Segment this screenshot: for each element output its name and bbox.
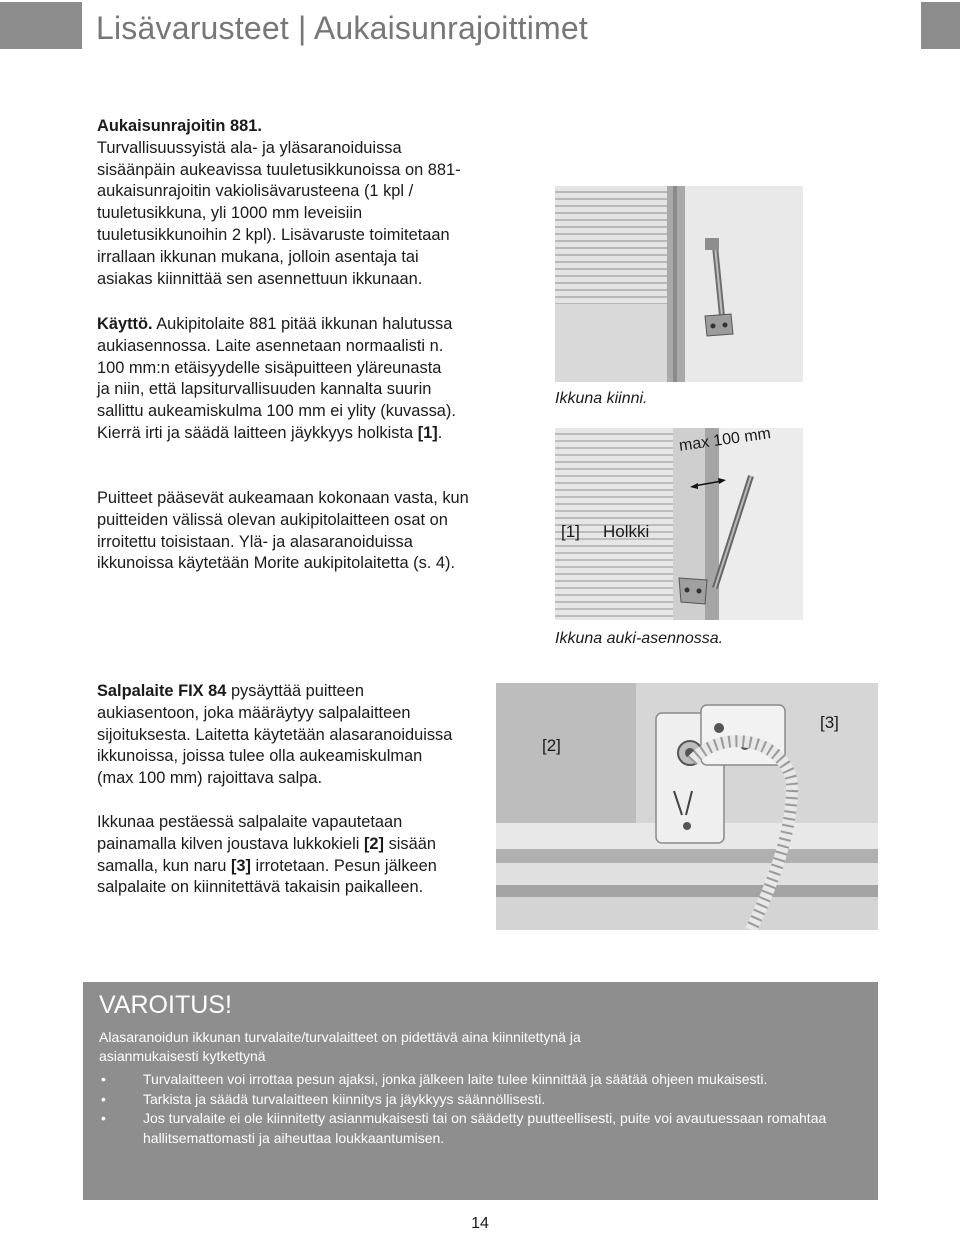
section-heading: Aukaisunrajoitin 881. <box>97 117 262 135</box>
label-max-opening: max 100 mm <box>678 425 772 455</box>
warning-item <box>99 1109 869 1148</box>
warning-intro: Alasaranoidun ikkunan turvalaite/turvalaitteet on pidettävä aina kiinnitettynä ja asianmukaisesti kytkettynä <box>99 1029 581 1064</box>
warning-title: VAROITUS! <box>99 991 232 1019</box>
section-body: Turvallisuussyistä ala- ja yläsaranoiduissa sisäänpäin aukeavissa tuuletusikkunoissa on 881-aukaisunrajoitin vakiolisävarusteena (1 kpl / tuuletusikkuna, yli 1000 mm leveisiin tuuletusikkunoihin 2 kpl). Lisävaruste toimitetaan irrallaan ikkunan mukana, jolloin asentaja tai asiakas kiinnittää sen asennettuun ikkunaan. <box>97 138 461 288</box>
warning-item <box>99 1090 869 1110</box>
section-body: pysäyttää puitteen aukiasentoon, joka määräytyy salpalaitteen sijoituksesta. Laitetta käytetään alasaranoiduissa ikkunoissa, joissa tulee olla aukeamiskulman (max 100 mm) rajoittava salpa. <box>97 682 453 788</box>
warning-item-text: Jos turvalaite ei ole kiinnitetty asianmukaisesti tai on säädetty puutteellisesti, puite voi avautuessaan romahtaa hallitsemattomasti ja aiheuttaa loukkaantumisen. <box>143 1110 827 1146</box>
warning-item <box>99 1070 869 1090</box>
section-body: Ikkunaa pestäessä salpalaite vapautetaan painamalla kilven joustava lukkokieli <box>97 813 403 853</box>
warning-item-text: Tarkista ja säädä turvalaitteen kiinnitys ja jäykkyys säännöllisesti. <box>143 1090 546 1107</box>
page-number: 14 <box>471 1215 489 1232</box>
page-title: Lisävarusteet | Aukaisunrajoittimet <box>96 10 588 46</box>
section-body: Aukipitolaite 881 pitää ikkunan halutussa aukiasennossa. Laite asennetaan normaalisti n. 100 mm:n etäisyydelle sisäpuitteen yläreunasta ja niin, että lapsiturvallisuuden kannalta suurin sallittu aukeamiskulma 100 mm ei ylity (kuvassa). Kierrä irti ja säädä laitteen jäykkyys holkista <box>97 315 456 442</box>
warning-item-text: Turvalaitteen voi irrottaa pesun ajaksi, jonka jälkeen laite tulee kiinnittää ja säätää ohjeen mukaisesti. <box>143 1071 768 1087</box>
header-block-left <box>0 2 82 49</box>
caption-window-closed: Ikkuna kiinni. <box>555 390 648 407</box>
label-ref-2: [2] <box>542 736 561 755</box>
warning-list <box>99 1070 869 1148</box>
section-heading: Käyttö. <box>97 315 153 333</box>
bullet-icon: • <box>101 1090 106 1107</box>
section-body: irrotetaan. Pesun jälkeen salpalaite on kiinnitettävä takaisin paikalleen. <box>97 856 437 897</box>
section-body: Puitteet pääsevät aukeamaan kokonaan vasta, kun puitteiden välissä olevan aukipitolaitteen osat on irroitettu toisistaan. Ylä- ja alasaranoiduissa ikkunoissa käytetään Morite aukipitolaitetta (s. 4). <box>97 489 469 573</box>
section-aukaisunrajoitin <box>97 116 477 290</box>
section-salpalaite <box>97 681 457 790</box>
photo-window-closed <box>555 186 803 382</box>
warning-box <box>83 982 878 1200</box>
section-pesu <box>97 812 477 899</box>
reference-1: [1] <box>417 423 438 442</box>
section-kaytto <box>97 314 457 445</box>
label-ref-3: [3] <box>820 713 839 732</box>
caption-window-open: Ikkuna auki-asennossa. <box>555 630 724 647</box>
section-heading: Salpalaite FIX 84 <box>97 682 227 700</box>
label-holkki: Holkki <box>603 522 650 541</box>
reference-2: [2] <box>363 834 384 853</box>
reference-3: [3] <box>230 856 251 875</box>
period: . <box>437 423 443 442</box>
arrow-max-opening <box>690 474 726 492</box>
photo-window-open <box>555 428 803 620</box>
label-ref-1: [1] <box>561 522 580 541</box>
bullet-icon: • <box>101 1071 106 1087</box>
section-body: sisään samalla, kun naru <box>97 834 436 875</box>
header-block-right <box>921 2 960 49</box>
section-puitteet <box>97 488 477 575</box>
bullet-icon: • <box>101 1110 106 1126</box>
